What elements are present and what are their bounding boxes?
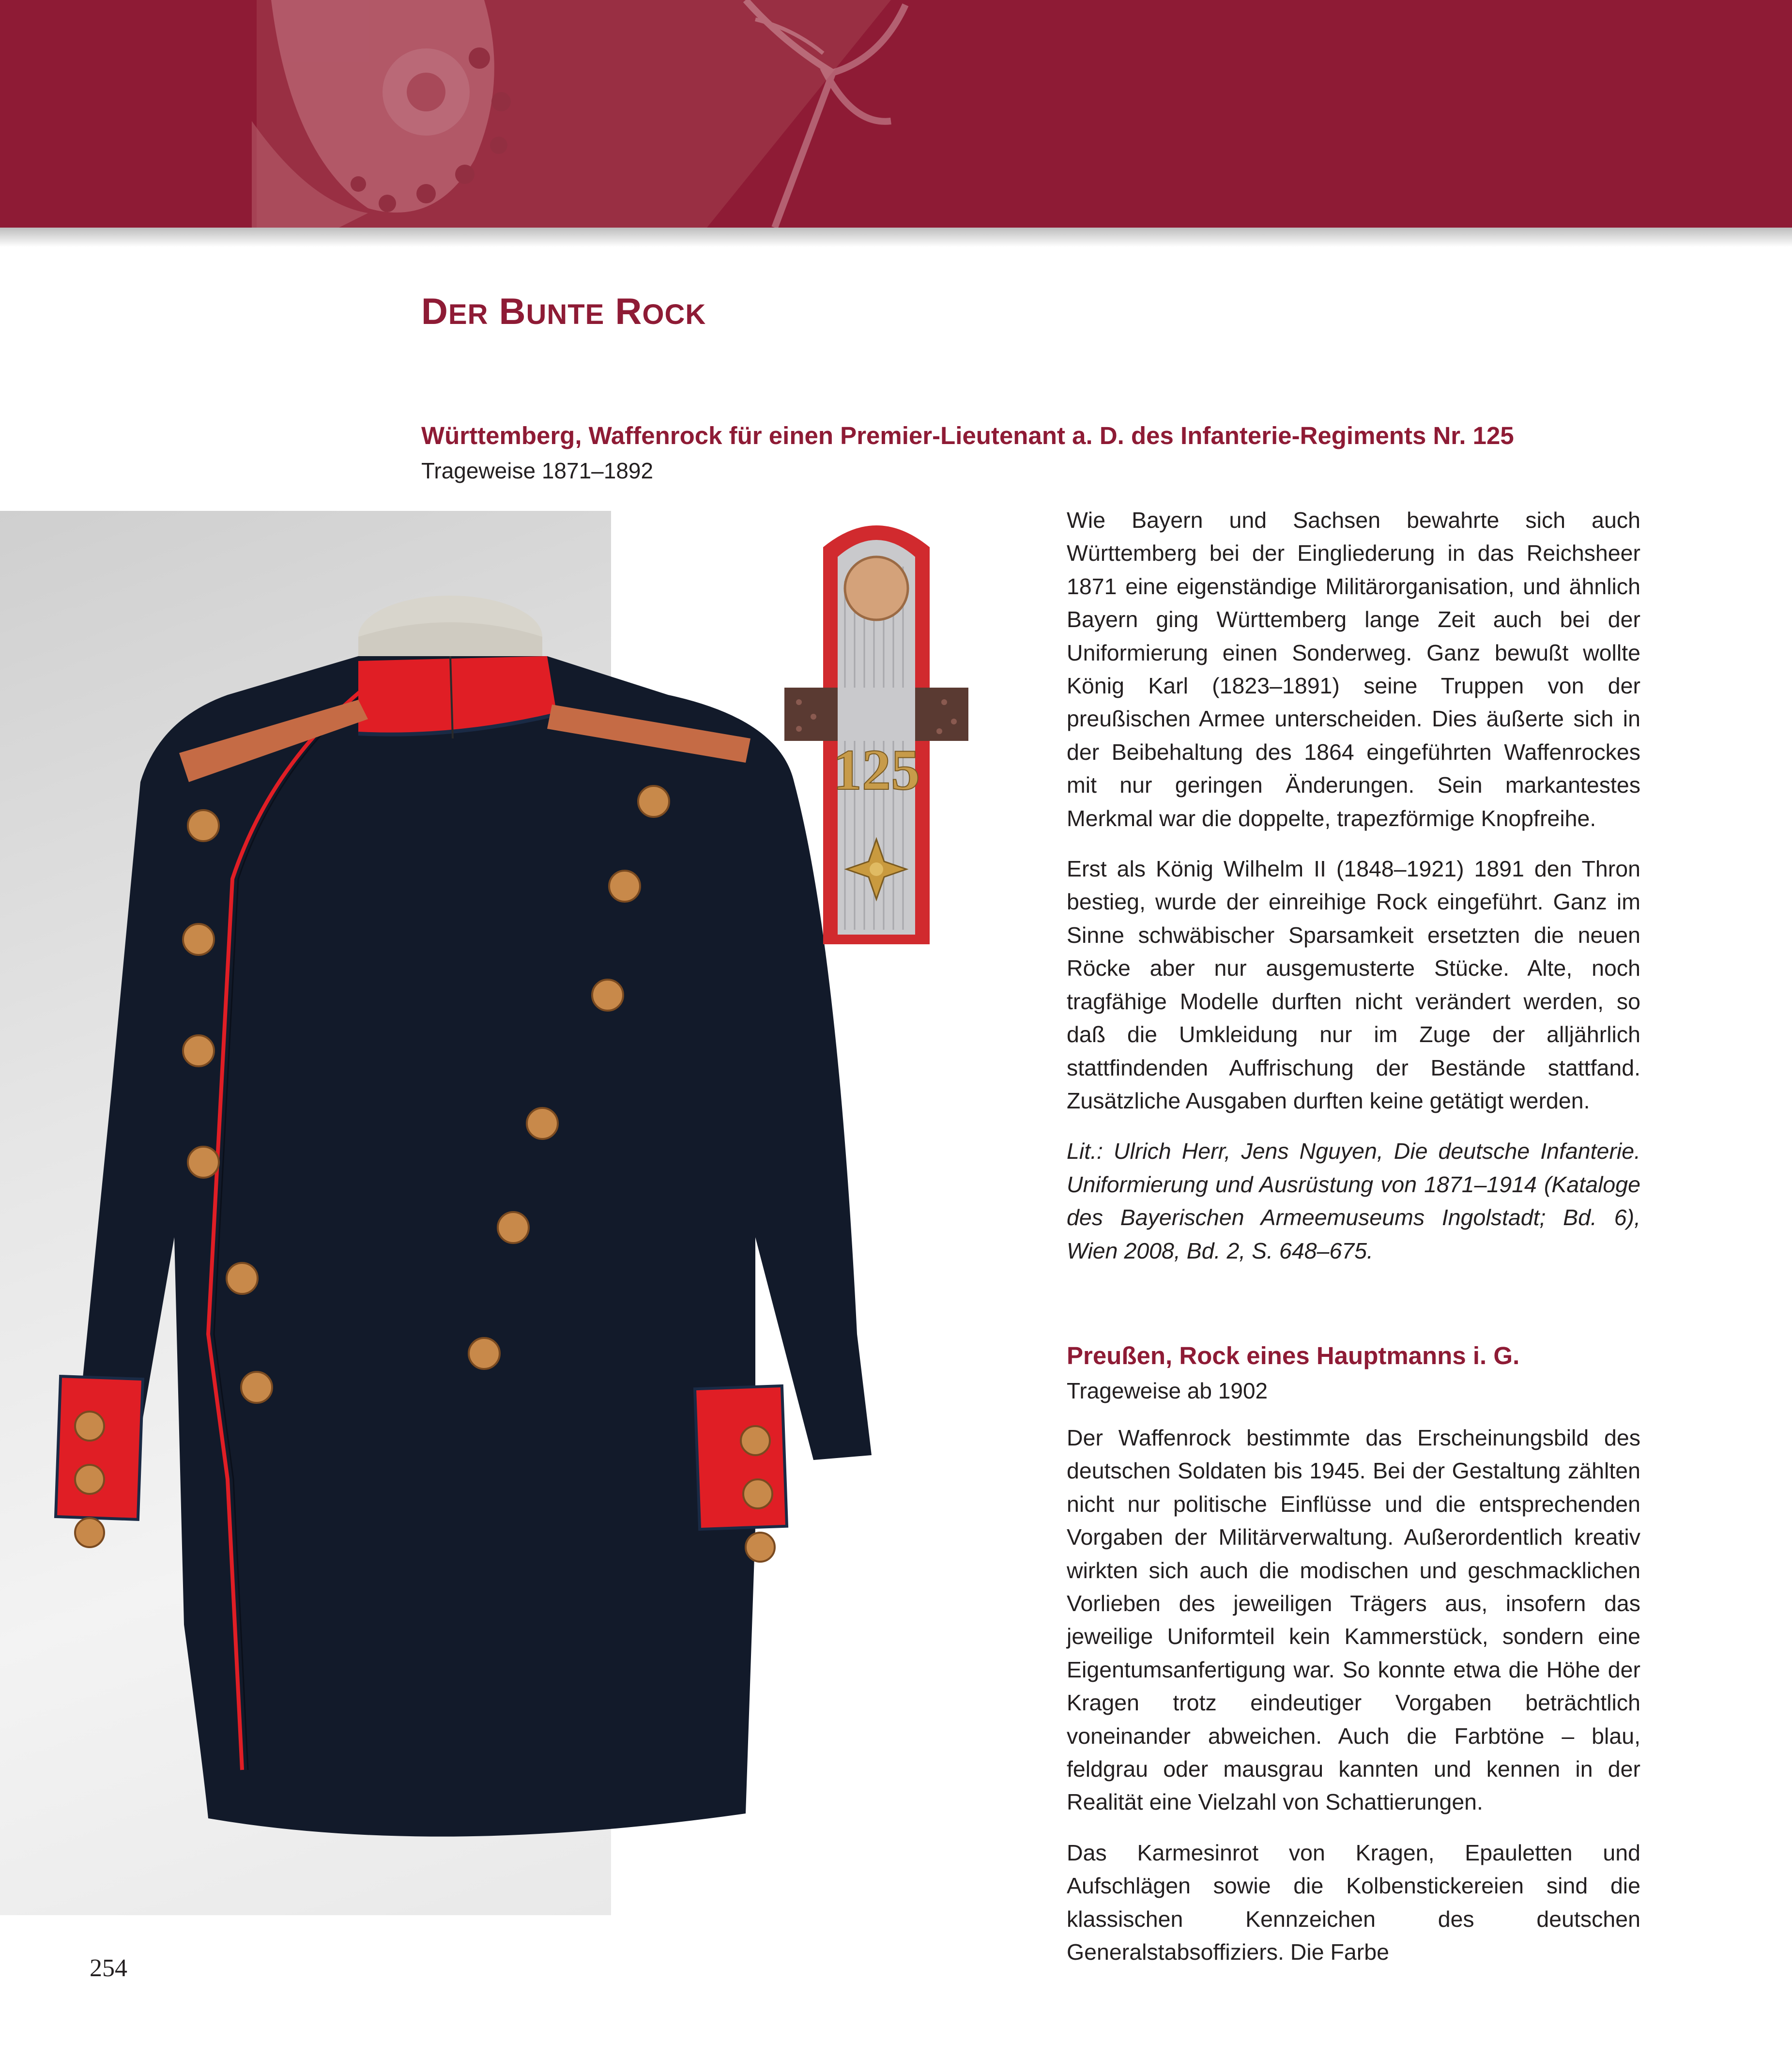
item2-paragraph: Das Karmesinrot von Kragen, Epauletten und Aufschlägen sowie die Kolbenstickereien sind die klassischen Kennzeichen des deutschen Generalstabsoffiziers. Die Farbe xyxy=(1067,1840,1640,1965)
header-banner xyxy=(0,0,1792,228)
page-number: 254 xyxy=(90,1954,127,1982)
item2-text xyxy=(1067,1421,1640,1986)
shoulder-strap-detail xyxy=(784,508,968,954)
item2-heading: Preußen, Rock eines Hauptmanns i. G. xyxy=(1067,1342,1520,1369)
strap-button xyxy=(845,557,908,620)
banner-illustration xyxy=(0,0,1114,228)
cuff-right xyxy=(695,1386,787,1529)
item1-paragraph: Wie Bayern und Sachsen bewahrte sich auch Württemberg bei der Eingliederung in das Reichsheer 1871 eine eigenständige Militärorganisation, und ähnlich Bayern ging Württemberg lange Zeit auch bei der Uniformierung einen Sonderweg. Ganz bewußt wollte König Karl (1823–1891) seine Truppen von der preußischen Armee unterscheiden. Dies äußerte sich in der Beibehaltung des 1864 eingeführten Waffenrockes mit nur geringen Änderungen. Sein markantestes Merkmal war die doppelte, trapezförmige Knopfreihe. xyxy=(1067,507,1640,831)
banner-shadow xyxy=(0,228,1792,247)
item1-heading: Württemberg, Waffenrock für einen Premier-Lieutenant a. D. des Infanterie-Regiments Nr. 125 xyxy=(421,422,1514,449)
strap-number: 125 xyxy=(833,738,920,802)
item2-subtitle: Trageweise ab 1902 xyxy=(1067,1378,1268,1403)
uniform-photo xyxy=(0,511,872,1915)
item1-paragraph: Erst als König Wilhelm II (1848–1921) 1891 den Thron bestieg, wurde der einreihige Rock eingeführt. Ganz im Sinne schwäbischer Sparsamkeit ersetzten die neuen Röcke aber nur ausgemusterte Stücke. Alte, noch tragfähige Modelle durften nicht verändert werden, so daß die Umkleidung nur im Zuge der alljährlich stattfindenden Auffrischung der Bestände stattfand. Zusätzliche Ausgaben durften keine getätigt werden. xyxy=(1067,856,1640,1113)
cuff-left xyxy=(56,1376,143,1520)
item1-text xyxy=(1067,504,1640,1285)
item1-subtitle: Trageweise 1871–1892 xyxy=(421,458,654,483)
item1-literature: Lit.: Ulrich Herr, Jens Nguyen, Die deutsche Infanterie. Uniformierung und Ausrüstung von 1871–1914 (Kataloge des Bayerischen Armeemuseums Ingolstadt; Bd. 6), Wien 2008, Bd. 2, S. 648–675. xyxy=(1067,1138,1640,1263)
item2-paragraph: Der Waffenrock bestimmte das Erscheinungsbild des deutschen Soldaten bis 1945. Bei der Gestaltung zählten nicht nur politische Einflüsse und die entsprechenden Vorgaben der Militärverwaltung. Außerordentlich kreativ wirkten sich auch die modischen und geschmacklichen Vorlieben des jeweiligen Trägers aus, insofern das jeweilige Uniformteil kein Kammerstück, sondern eine Eigentumsanfertigung war. So konnte etwa die Höhe der Kragen trotz eindeutiger Vorgaben beträchtlich voneinander abweichen. Auch die Farbtöne – blau, feldgrau oder mausgrau kannten und kennen in der Realität eine Vielzahl von Schattierungen. xyxy=(1067,1425,1640,1815)
section-title: DER BUNTE ROCK xyxy=(421,291,706,332)
